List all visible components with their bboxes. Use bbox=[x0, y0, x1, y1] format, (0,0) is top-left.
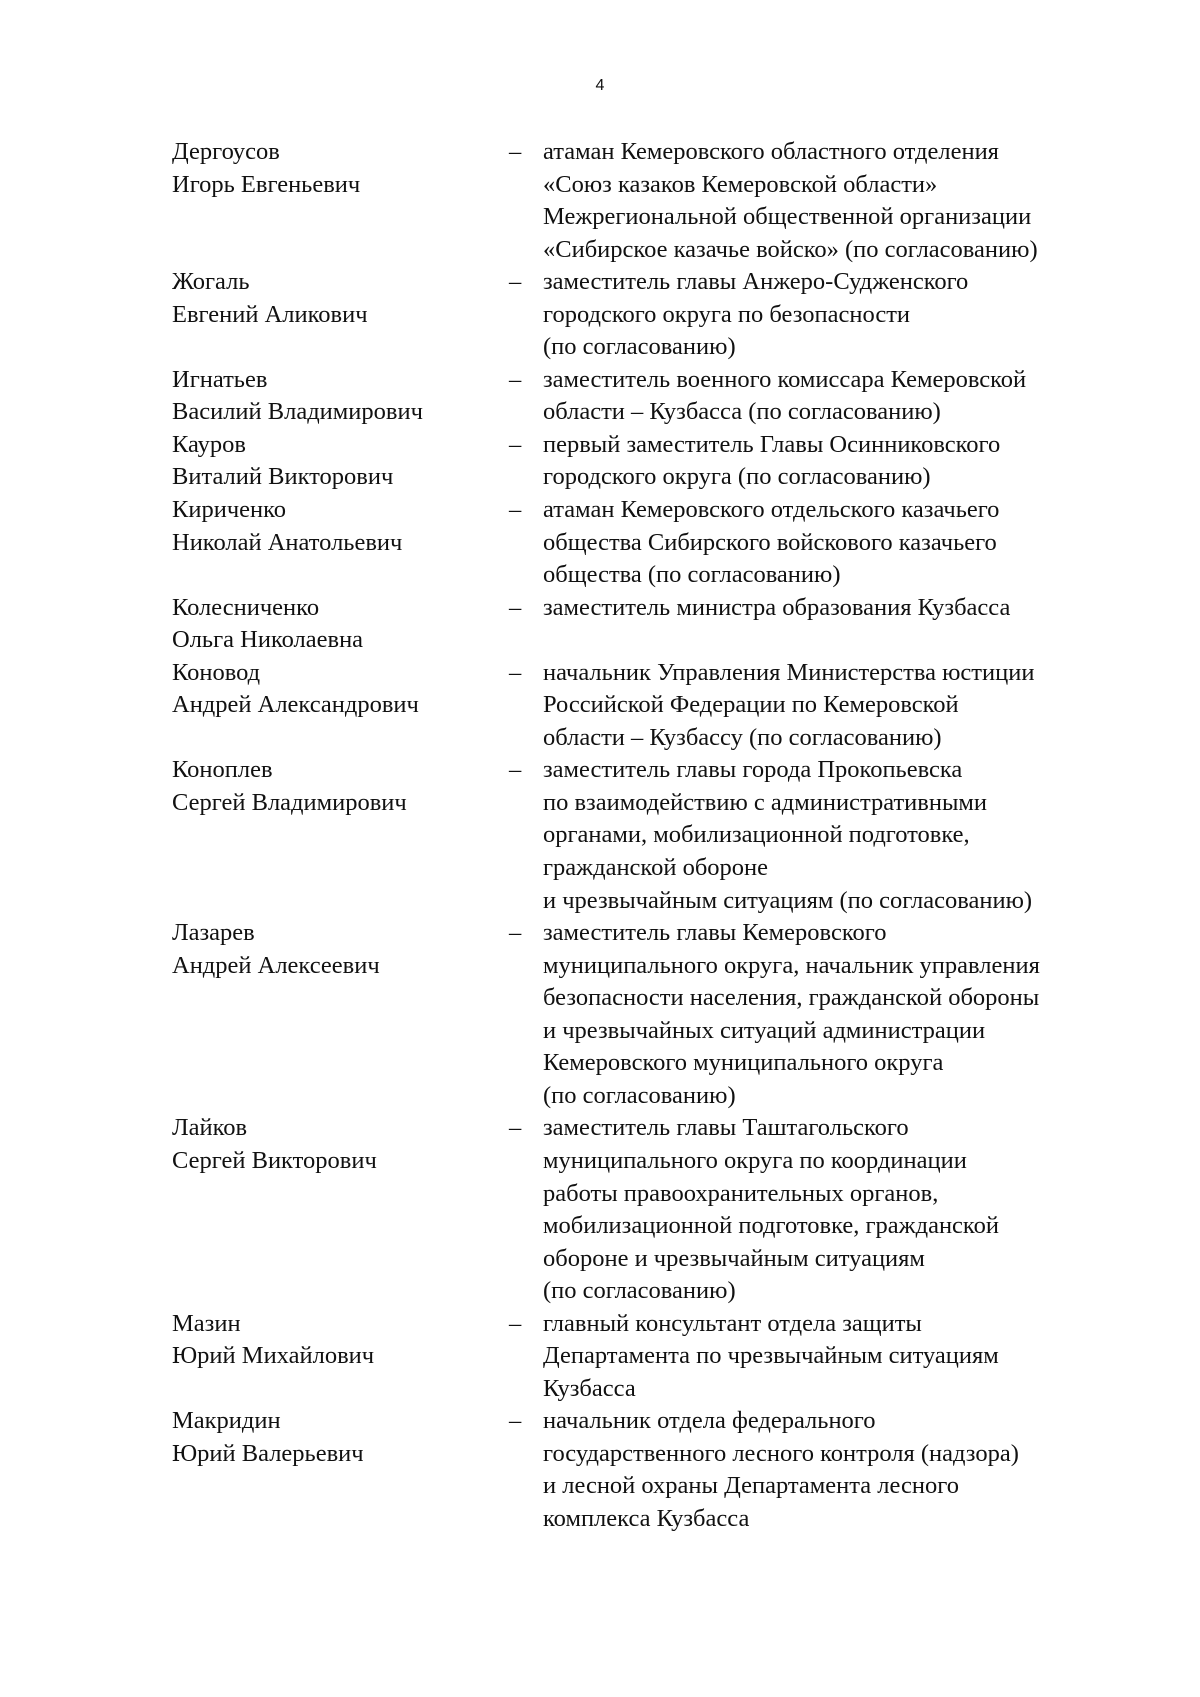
member-name: Мазин Юрий Михайлович bbox=[172, 1309, 375, 1370]
dash-separator: – bbox=[509, 496, 522, 524]
dash-separator: – bbox=[509, 919, 522, 947]
member-row bbox=[172, 657, 1132, 755]
member-row bbox=[172, 754, 1132, 917]
dash-separator: – bbox=[509, 1114, 522, 1142]
member-position: заместитель главы города Прокопьевска по взаимодействию с административными органами, мобилизационной подготовке, гражданской обороне и чрезвычайным ситуациям (по согласованию) bbox=[543, 756, 1033, 914]
dash-separator: – bbox=[509, 1407, 522, 1435]
member-position: заместитель министра образования Кузбасса bbox=[543, 593, 1011, 621]
member-row bbox=[172, 1308, 1132, 1406]
member-position: первый заместитель Главы Осинниковского городского округа (по согласованию) bbox=[543, 430, 1001, 491]
member-position: заместитель главы Анжеро-Судженского городского округа по безопасности (по согласованию) bbox=[543, 268, 969, 361]
member-position: атаман Кемеровского отдельского казачьего общества Сибирского войскового казачьего общества (по согласованию) bbox=[543, 496, 1000, 589]
dash-separator: – bbox=[509, 658, 522, 686]
member-position: начальник отдела федерального государственного лесного контроля (надзора) и лесной охраны Департамента лесного комплекса Кузбасса bbox=[543, 1407, 1019, 1532]
member-name: Колесниченко Ольга Николаевна bbox=[172, 593, 364, 654]
dash-separator: – bbox=[509, 365, 522, 393]
dash-separator: – bbox=[509, 138, 522, 165]
member-name: Игнатьев Василий Владимирович bbox=[172, 365, 423, 426]
member-name: Кириченко Николай Анатольевич bbox=[172, 496, 403, 556]
member-position: заместитель военного комиссара Кемеровской области – Кузбасса (по согласованию) bbox=[543, 365, 1027, 426]
member-row bbox=[172, 1405, 1132, 1535]
dash-separator: – bbox=[509, 756, 522, 784]
dash-separator: – bbox=[509, 593, 522, 621]
member-name: Лазарев Андрей Алексеевич bbox=[172, 919, 380, 979]
member-name: Макридин Юрий Валерьевич bbox=[172, 1407, 364, 1467]
member-row bbox=[172, 917, 1132, 1112]
page-number: 4 bbox=[595, 77, 605, 94]
member-row bbox=[172, 592, 1132, 657]
member-row bbox=[172, 364, 1132, 429]
member-name: Кауров Виталий Викторович bbox=[172, 430, 394, 491]
member-position: начальник Управления Министерства юстиции Российской Федерации по Кемеровской области – Кузбассу (по согласованию) bbox=[543, 658, 1035, 751]
dash-separator: – bbox=[509, 1309, 522, 1337]
member-row bbox=[172, 429, 1132, 494]
member-name: Жогаль Евгений Аликович bbox=[172, 268, 368, 328]
dash-separator: – bbox=[509, 430, 522, 458]
member-row bbox=[172, 266, 1132, 364]
member-list bbox=[172, 136, 1132, 1536]
member-name: Коноплев Сергей Владимирович bbox=[172, 756, 407, 816]
dash-separator: – bbox=[509, 268, 522, 296]
member-name: Дергоусов Игорь Евгеньевич bbox=[172, 138, 361, 198]
member-position: атаман Кемеровского областного отделения «Союз казаков Кемеровской области» Межрегиональной общественной организации «Сибирское казачье войско» (по согласованию) bbox=[543, 138, 1038, 263]
member-row bbox=[172, 494, 1132, 592]
member-position: заместитель главы Кемеровского муниципального округа, начальник управления безопасности населения, гражданской обороны и чрезвычайных ситуаций администрации Кемеровского муниципального округа (по согласованию) bbox=[543, 919, 1040, 1109]
member-row bbox=[172, 136, 1132, 266]
member-position: главный консультант отдела защиты Департамента по чрезвычайным ситуациям Кузбасса bbox=[543, 1309, 999, 1402]
member-name: Коновод Андрей Александрович bbox=[172, 658, 419, 719]
member-name: Лайков Сергей Викторович bbox=[172, 1114, 377, 1174]
member-position: заместитель главы Таштагольского муниципального округа по координации работы правоохранительных органов, мобилизационной подготовке, гражданской обороне и чрезвычайным ситуациям (по согласованию) bbox=[543, 1114, 999, 1305]
member-row bbox=[172, 1112, 1132, 1307]
